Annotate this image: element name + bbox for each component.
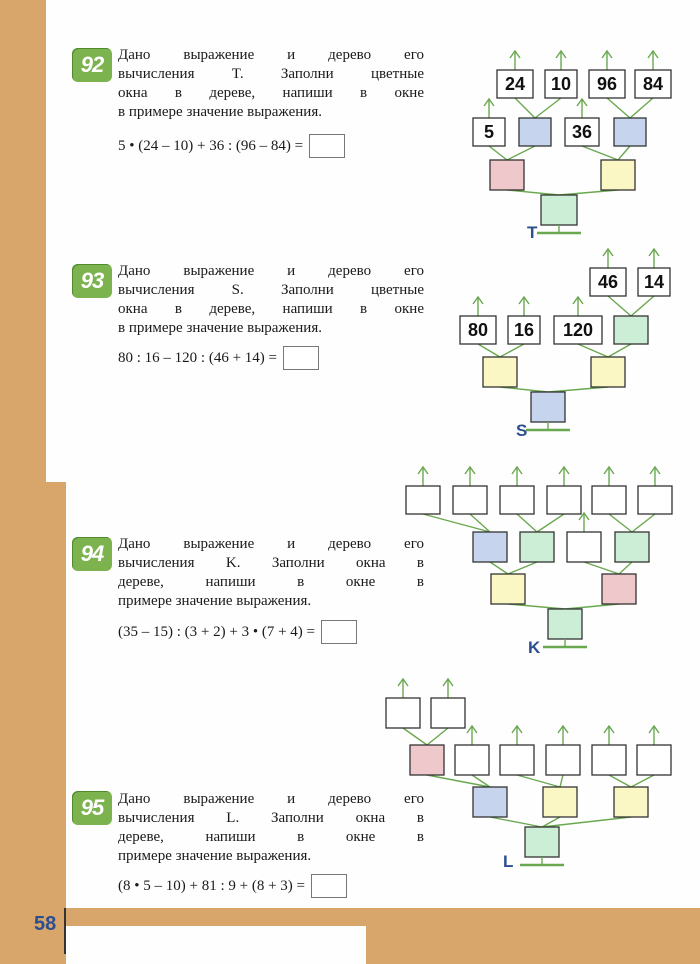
- tree-branch: [632, 514, 655, 532]
- task-line: вычисления T. Заполни цветные: [118, 66, 424, 82]
- task-line: Дано выражение и дерево его: [118, 47, 424, 63]
- tree-window: [592, 486, 626, 514]
- tree-window: [386, 698, 420, 728]
- tree-window: [615, 532, 649, 562]
- tree-branch: [559, 190, 618, 195]
- tree-number: 84: [642, 74, 664, 94]
- task-line: примере значение выражения.: [118, 593, 312, 609]
- expression: (8 • 5 – 10) + 81 : 9 + (8 + 3) =: [118, 877, 305, 894]
- tree-window: [455, 745, 489, 775]
- tree-window: [601, 160, 635, 190]
- tree-branch: [537, 514, 564, 532]
- tree-window: [637, 745, 671, 775]
- task-number-badge: 93: [72, 264, 112, 298]
- tree-letter: S: [516, 421, 528, 440]
- tree-branch: [517, 514, 537, 532]
- tree-branch: [608, 296, 631, 316]
- tree-branch: [490, 562, 508, 574]
- tree-window: [483, 357, 517, 387]
- tree-letter: T: [527, 223, 538, 242]
- tree-branch: [490, 817, 542, 827]
- task-line: вычисления L. Заполни окна в: [118, 810, 424, 826]
- tree-branch: [427, 728, 448, 745]
- tree-number: 120: [562, 320, 594, 340]
- tree-window: [531, 392, 565, 422]
- tree-number: 5: [483, 122, 495, 142]
- task-line: в примере значение выражения.: [118, 320, 322, 336]
- tree-branch: [584, 562, 619, 574]
- tree-window: [520, 532, 554, 562]
- tree-branch: [565, 604, 619, 609]
- tree-branch: [517, 775, 560, 787]
- tree-branch: [508, 604, 565, 609]
- tree-branch: [578, 344, 608, 357]
- tree-branch: [508, 562, 537, 574]
- tree-window: [602, 574, 636, 604]
- tree-window: [410, 745, 444, 775]
- task-line: вычисления S. Заполни цветные: [118, 282, 424, 298]
- tree-number: 96: [596, 74, 618, 94]
- page-number: 58: [34, 913, 57, 935]
- task-line: Дано выражение и дерево его: [118, 791, 424, 807]
- tree-window: [614, 316, 648, 344]
- task-line: в примере значение выражения.: [118, 104, 322, 120]
- tree-branch: [507, 146, 535, 160]
- tree-branch: [631, 296, 654, 316]
- tree-window: [525, 827, 559, 857]
- tree-branch: [630, 98, 653, 118]
- expression: 5 • (24 – 10) + 36 : (96 – 84) =: [118, 137, 304, 154]
- tree-window: [519, 118, 551, 146]
- task-line: дереве, напиши в окне в: [118, 829, 424, 845]
- task-line: окна в дереве, напиши в окне: [118, 301, 424, 317]
- task-number-badge: 95: [72, 791, 112, 825]
- tree-window: [490, 160, 524, 190]
- tree-window: [500, 745, 534, 775]
- tree-window: [548, 609, 582, 639]
- tree-branch: [515, 98, 535, 118]
- tree-branch: [500, 387, 548, 392]
- tree-branch: [607, 98, 630, 118]
- tree-window: [567, 532, 601, 562]
- task-line: примере значение выражения.: [118, 848, 312, 864]
- tree-branch: [609, 514, 632, 532]
- tree-window: [614, 787, 648, 817]
- tree-branch: [500, 344, 524, 357]
- tree-window: [406, 486, 440, 514]
- tree-window: [547, 486, 581, 514]
- expression: 80 : 16 – 120 : (46 + 14) =: [118, 349, 277, 366]
- tree-window: [473, 532, 507, 562]
- tree-number: 10: [550, 74, 572, 94]
- tree-window: [546, 745, 580, 775]
- tree-window: [473, 787, 507, 817]
- task-line: вычисления K. Заполни окна в: [118, 555, 424, 571]
- tree-window: [491, 574, 525, 604]
- tree-number: 24: [504, 74, 526, 94]
- tree-number: 80: [467, 320, 489, 340]
- expression: (35 – 15) : (3 + 2) + 3 • (7 + 4) =: [118, 623, 315, 640]
- tree-number: 14: [643, 272, 665, 292]
- tree-branch: [582, 146, 618, 160]
- tree-letter: L: [503, 852, 514, 871]
- tree-window: [638, 486, 672, 514]
- tree-branch: [489, 146, 507, 160]
- task-line: Дано выражение и дерево его: [118, 536, 424, 552]
- tree-branch: [631, 775, 654, 787]
- tree-branch: [542, 817, 631, 827]
- tree-letter: K: [528, 638, 541, 657]
- tree-branch: [478, 344, 500, 357]
- tree-branch: [618, 146, 630, 160]
- tree-window: [543, 787, 577, 817]
- tree-number: 16: [513, 320, 535, 340]
- tree-window: [614, 118, 646, 146]
- task-line: дереве, напиши в окне в: [118, 574, 424, 590]
- tree-window: [592, 745, 626, 775]
- tree-branch: [507, 190, 559, 195]
- tree-branch: [535, 98, 561, 118]
- tree-number: 46: [597, 272, 619, 292]
- task-number-badge: 94: [72, 537, 112, 571]
- tree-window: [453, 486, 487, 514]
- tree-window: [541, 195, 577, 225]
- tree-branch: [548, 387, 608, 392]
- tree-window: [431, 698, 465, 728]
- task-line: окна в дереве, напиши в окне: [118, 85, 424, 101]
- tree-number: 36: [571, 122, 593, 142]
- tree-window: [591, 357, 625, 387]
- tree-window: [500, 486, 534, 514]
- tree-branch: [403, 728, 427, 745]
- tree-branch: [560, 775, 563, 787]
- tree-branch: [619, 562, 632, 574]
- tree-branch: [609, 775, 631, 787]
- task-number-badge: 92: [72, 48, 112, 82]
- task-line: Дано выражение и дерево его: [118, 263, 424, 279]
- tree-branch: [608, 344, 631, 357]
